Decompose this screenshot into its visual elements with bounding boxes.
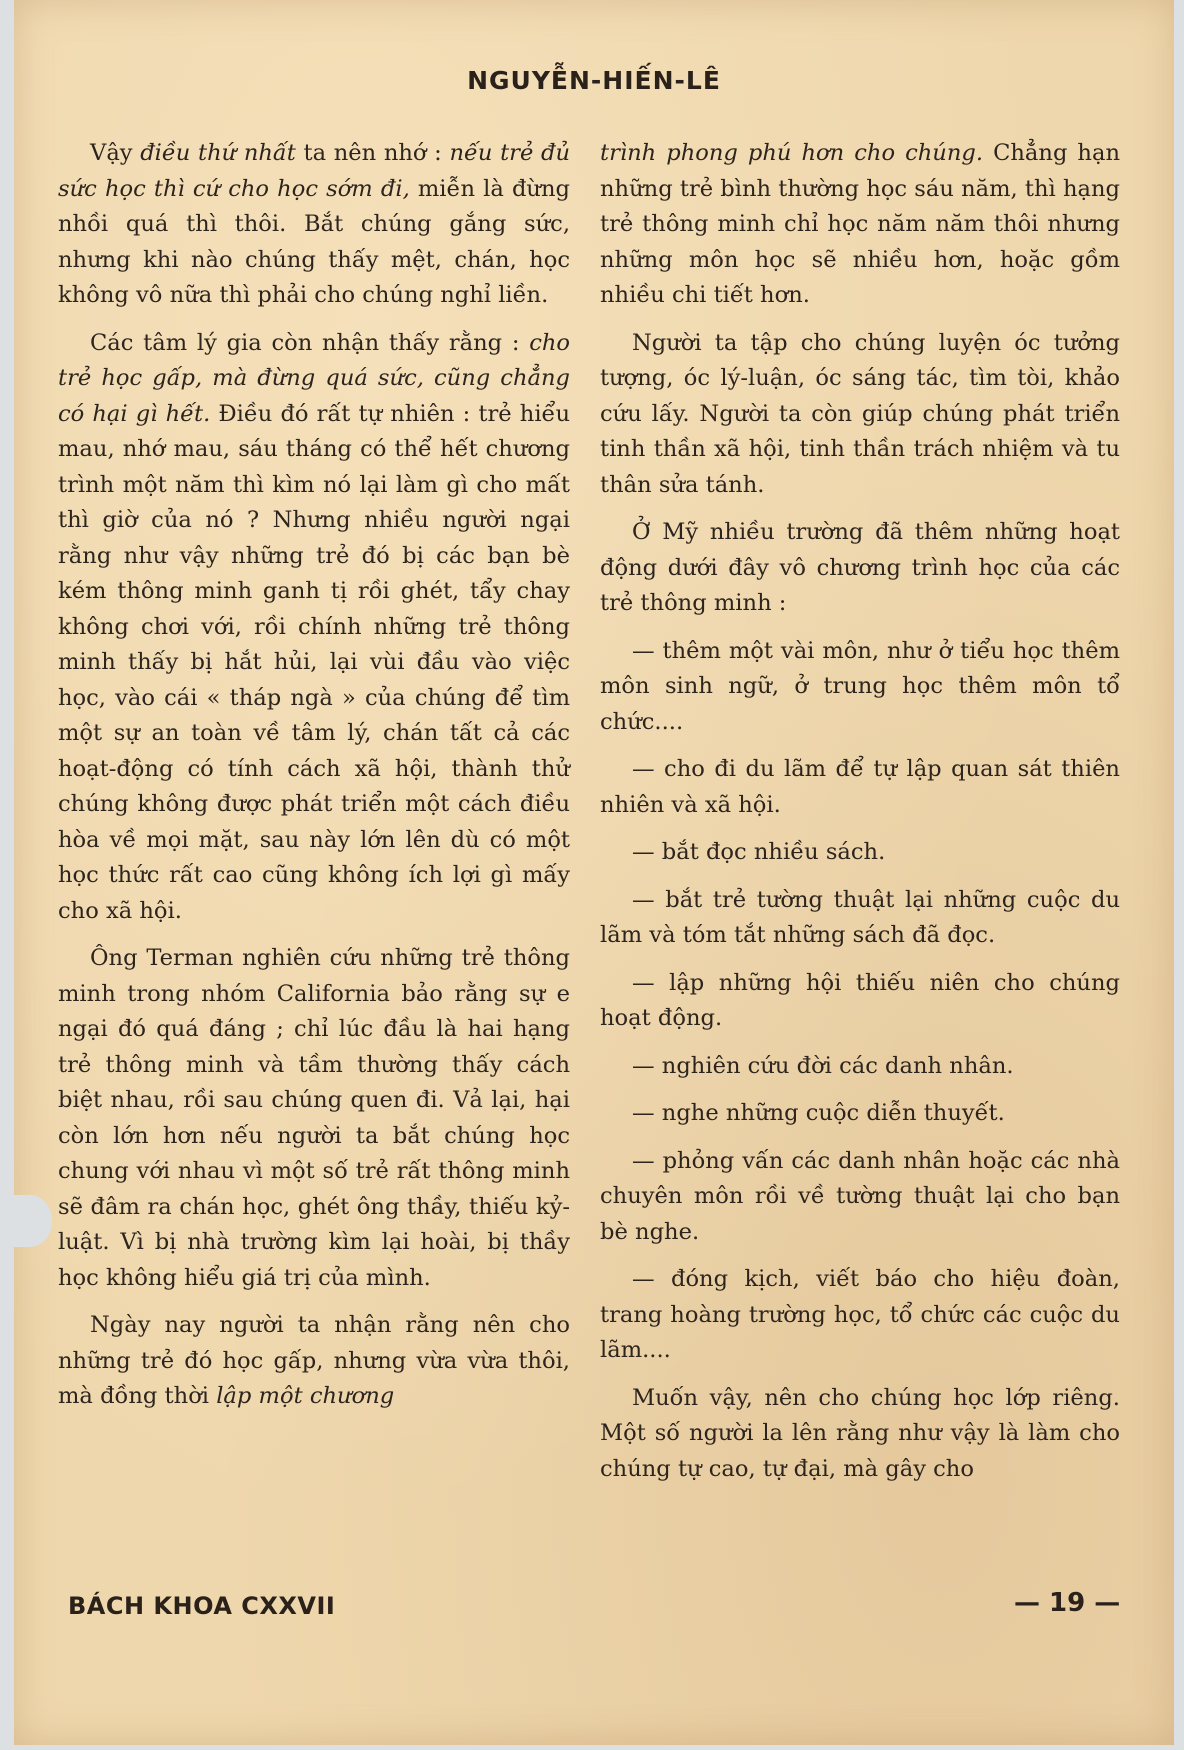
text-span: Vậy: [90, 140, 141, 166]
book-page: [14, 0, 1174, 1745]
text-span: ta nên nhớ :: [295, 140, 450, 166]
italic-span: nếu trẻ đủ sức học thì cứ cho học sớm đi,: [58, 140, 570, 202]
list-item: — đóng kịch, viết báo cho hiệu đoàn, trang hoàng trường học, tổ chức các cuộc du lãm....: [600, 1266, 1120, 1363]
paragraph: [600, 136, 1120, 314]
torn-edge: [8, 1195, 52, 1247]
italic-span: trình phong phú hơn cho chúng.: [600, 140, 984, 166]
running-header: NGUYỄN-HIẾN-LÊ: [467, 66, 721, 95]
list-item: — lập những hội thiếu niên cho chúng hoạt động.: [600, 969, 1120, 1031]
paragraph: Người ta tập cho chúng luyện óc tưởng tượng, óc lý-luận, óc sáng tác, tìm tòi, khảo cứu lấy. Người ta còn giúp chúng phát triển tinh thần xã hội, tinh thần trách nhiệm và tu thân sửa tánh.: [600, 329, 1120, 498]
list-item: — nghiên cứu đời các danh nhân.: [632, 1052, 1014, 1079]
italic-span: cho trẻ học gấp, mà đừng quá sức, cũng chẳng có hại gì hết.: [58, 329, 570, 427]
text-span: Điều đó rất tự nhiên : trẻ hiểu mau, nhớ mau, sáu tháng có thể hết chương trình một năm thì kìm nó lại làm gì cho mất thì giờ của nó ? Nhưng nhiều người ngại rằng như vậy những trẻ đó bị các bạn bè kém thông minh ganh tị rồi ghét, tẩy chay không chơi với, rồi chính những trẻ thông minh thấy bị hắt hủi, lại vùi đầu vào việc học, vào cái « tháp ngà » của chúng để tìm một sự an toàn về tâm lý, chán tất cả các hoạt-động có tính cách xã hội, thành thử chúng không được phát triển một cách điều hòa về mọi mặt, sau này lớn lên dù có một học thức rất cao cũng không ích lợi gì mấy cho xã hội.: [58, 400, 570, 924]
list-item: — thêm một vài môn, như ở tiểu học thêm môn sinh ngữ, ở trung học thêm môn tổ chức....: [600, 637, 1120, 735]
right-column: [600, 136, 1120, 1499]
paragraph: Ở Mỹ nhiều trường đã thêm những hoạt động dưới đây vô chương trình học của các trẻ thông minh :: [600, 519, 1120, 616]
list-item: — bắt trẻ tường thuật lại những cuộc du lãm và tóm tắt những sách đã đọc.: [600, 886, 1120, 948]
text-span: miễn là đừng nhồi quá thì thôi. Bắt chúng gắng sức, nhưng khi nào chúng thấy mệt, chán, học không vô nữa thì phải cho chúng nghỉ liền.: [58, 175, 570, 308]
list-item: — nghe những cuộc diễn thuyết.: [632, 1100, 1005, 1126]
italic-span: điều thứ nhất: [140, 140, 296, 166]
paragraph: [58, 1308, 570, 1415]
text-span: Ngày nay người ta nhận rằng nên cho những trẻ đó học gấp, nhưng vừa vừa thôi, mà đồng thời: [58, 1312, 570, 1409]
magazine-title: BÁCH KHOA CXXVII: [68, 1592, 336, 1620]
paragraph: Ông Terman nghiên cứu những trẻ thông minh trong nhóm California bảo rằng sự e ngại đó quá đáng ; chỉ lúc đầu là hai hạng trẻ thông minh và tầm thường thấy cách biệt nhau, rồi sau chúng quen đi. Vả lại, hại còn lớn hơn nếu người ta bắt chúng học chung với nhau vì một số trẻ rất thông minh sẽ đâm ra chán học, ghét ông thầy, thiếu kỷ-luật. Vì bị nhà trường kìm lại hoài, bị thầy học không hiểu giá trị của mình.: [58, 945, 570, 1291]
paragraph: Muốn vậy, nên cho chúng học lớp riêng. Một số người la lên rằng như vậy là làm cho chúng tự cao, tự đại, mà gây cho: [600, 1384, 1120, 1482]
list-item: — phỏng vấn các danh nhân hoặc các nhà chuyên môn rồi về tường thuật lại cho bạn bè nghe.: [600, 1147, 1120, 1245]
text-span: Chẳng hạn những trẻ bình thường học sáu năm, thì hạng trẻ thông minh chỉ học năm năm thôi nhưng những môn học sẽ nhiều hơn, hoặc gồm nhiều chi tiết hơn.: [600, 140, 1121, 308]
list-item: — bắt đọc nhiều sách.: [632, 839, 886, 865]
page-number: — 19 —: [1014, 1588, 1121, 1618]
paragraph: [58, 326, 570, 930]
italic-span: lập một chương: [216, 1383, 395, 1409]
list-item: — cho đi du lãm để tự lập quan sát thiên nhiên và xã hội.: [600, 756, 1120, 818]
text-span: Các tâm lý gia còn nhận thấy rằng :: [90, 329, 530, 356]
paragraph: [58, 136, 570, 314]
left-column: [58, 136, 570, 1427]
